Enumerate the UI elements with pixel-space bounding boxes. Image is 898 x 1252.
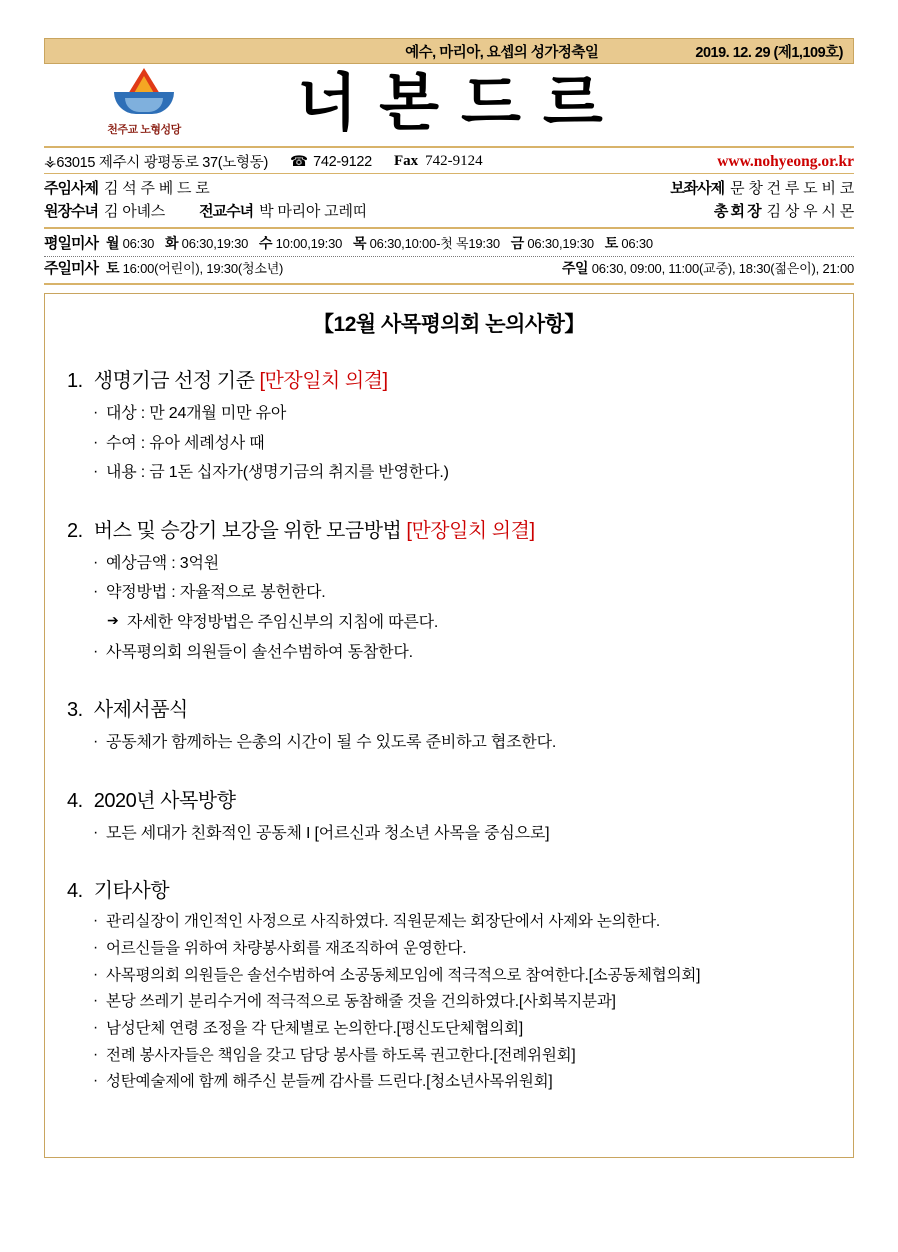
agenda-number: 2.: [67, 519, 83, 542]
banner-left-spacer: [45, 39, 401, 63]
agenda-decision-tag: [만장일치 의결]: [259, 370, 388, 392]
mass-time: 06:30,10:00-첫 목19:30: [369, 236, 500, 251]
agenda-decision-tag: [만장일치 의결]: [406, 519, 535, 542]
contact-line: [44, 148, 854, 174]
agenda-heading: [63, 784, 835, 813]
feast-title: 예수, 마리아, 요셉의 성가정축일: [405, 44, 599, 61]
agenda-heading: [63, 364, 835, 393]
weekday-mass-times: [106, 233, 653, 253]
list-item: · 내용 : 금 1돈 십자가(생명기금의 취지를 반영한다.): [93, 458, 835, 488]
mass-day: 화: [165, 235, 179, 251]
parish-logo: [84, 68, 204, 137]
pastor-name: 김 석 주 베 드 로: [103, 180, 210, 197]
catechist-sister-name: 박 마리아 고레띠: [259, 203, 368, 220]
mass-time: 06:30: [621, 236, 653, 251]
list-item: · 성탄예술제에 함께 해주신 분들께 감사를 드린다.[청소년사목위원회]: [93, 1069, 835, 1096]
agenda-heading: [63, 874, 835, 903]
staff-block: [44, 174, 854, 229]
agenda-item-2: [63, 514, 835, 667]
staff-row: [44, 200, 854, 223]
list-item: · 어르신들을 위하여 차량봉사회를 재조직하여 운영한다.: [93, 936, 835, 963]
list-item: · 약정방법 : 자율적으로 봉헌한다.: [93, 578, 835, 608]
agenda-title: 생명기금 선정 기준: [93, 370, 255, 392]
list-item: · 본당 쓰레기 분리수거에 적극적으로 동참해줄 것을 건의하였다.[사회복지분과]: [93, 989, 835, 1016]
agenda-heading: [63, 693, 835, 722]
page-title: 너본드르: [297, 66, 625, 139]
list-item: · 관리실장이 개인적인 사정으로 사직하였다. 직원문제는 회장단에서 사제와 논의한다.: [93, 909, 835, 936]
mass-time: 06:30,19:30: [527, 236, 594, 251]
mass-time: 06:30,19:30: [181, 236, 249, 251]
list-item: · 수여 : 유아 세례성사 때: [93, 429, 835, 459]
list-item: · 모든 세대가 친화적인 공동체 I [어르신과 청소년 사목을 중심으로]: [93, 819, 835, 849]
mass-day: 목: [352, 235, 367, 251]
catechist-sister-label: 전교수녀: [199, 203, 254, 220]
mass-day: 수: [259, 235, 273, 251]
superior-sister-name: 김 아녜스: [103, 203, 166, 220]
telephone-icon: ☎: [290, 153, 309, 170]
mass-day: 주일: [562, 260, 589, 276]
list-item: · 공동체가 함께하는 은총의 시간이 될 수 있도록 준비하고 협조한다.: [93, 728, 835, 758]
list-item: · 남성단체 연령 조정을 각 단체별로 논의한다.[평신도단체협의회]: [93, 1016, 835, 1043]
list-item: · 대상 : 만 24개월 미만 유아: [93, 399, 835, 429]
mass-day: 월: [105, 235, 119, 251]
agenda-title: 사제서품식: [93, 699, 188, 722]
staff-row: [44, 177, 854, 200]
agenda-bullets: [63, 819, 835, 849]
logo-caption: 천주교 노형성당: [107, 124, 181, 136]
mass-schedule: [44, 229, 854, 285]
mass-time: 06:30: [122, 236, 155, 251]
masthead: [44, 64, 854, 148]
chief-council-name: 김 상 우 시 몬: [766, 203, 854, 220]
mass-time: 10:00,19:30: [275, 236, 343, 251]
chief-council-label: 총 회 장: [713, 203, 761, 220]
parish-website[interactable]: www.nohyeong.or.kr: [717, 152, 854, 170]
agenda-bullets: [63, 399, 835, 488]
sub-note: ➔ 자세한 약정방법은 주임신부의 지침에 따른다.: [93, 608, 835, 638]
agenda-heading: [63, 514, 835, 543]
agenda-title: 2020년 사목방향: [93, 789, 236, 812]
agenda-bullets: [63, 549, 835, 667]
agenda-number: 4.: [67, 880, 83, 903]
list-item: · 사목평의회 의원들이 솔선수범하여 동참한다.: [93, 638, 835, 668]
mass-day: 토: [105, 260, 119, 276]
flame-bowl-icon: [111, 68, 177, 120]
agenda-number: 1.: [67, 370, 83, 392]
agenda-bullets: [63, 909, 835, 1096]
list-item: · 예상금액 : 3억원: [93, 549, 835, 579]
agenda-title: 버스 및 승강기 보강을 위한 모금방법: [93, 519, 402, 542]
mass-time: 16:00(어린이), 19:30(청소년): [122, 261, 284, 276]
issue-info: 2019. 12. 29 (제1,109호): [695, 44, 843, 61]
agenda-number: 3.: [67, 699, 83, 722]
assistant-pastor-label: 보좌사제: [670, 180, 725, 197]
sunday-mass-row: [44, 257, 854, 281]
top-banner: [44, 38, 854, 64]
sunday-mass-label: 주일미사: [44, 260, 98, 277]
assistant-pastor-name: 문 창 건 루 도 비 코: [730, 180, 854, 197]
agenda-bullets: [63, 728, 835, 758]
fax-label: Fax: [393, 153, 419, 169]
weekday-mass-row: [44, 232, 854, 256]
agenda-item-5: [63, 874, 835, 1096]
parish-fax: 742-9124: [425, 153, 483, 169]
weekday-mass-label: 평일미사: [44, 235, 98, 252]
parish-address: 63015 제주시 광평동로 37(노형동): [56, 155, 268, 171]
sunday-mass-times: [562, 258, 854, 278]
list-item: · 전례 봉사자들은 책임을 갖고 담당 봉사를 하도록 권고한다.[전례위원회]: [93, 1043, 835, 1070]
superior-sister-label: 원장수녀: [44, 203, 98, 220]
saturday-mass-times: [106, 258, 283, 278]
section-title: 【12월 사목평의회 논의사항】: [313, 313, 585, 336]
mass-day: 금: [510, 235, 524, 251]
mass-day: 토: [604, 235, 618, 251]
divider: [44, 283, 854, 285]
agenda-item-3: [63, 693, 835, 758]
agenda-item-4: [63, 784, 835, 849]
pastor-label: 주임사제: [44, 180, 98, 197]
location-pin-icon: ⚶: [44, 153, 57, 170]
agenda-item-1: [63, 364, 835, 488]
list-item: · 사목평의회 의원들은 솔선수범하여 소공동체모임에 적극적으로 참여한다.[소공동체협의회]: [93, 963, 835, 990]
agenda-title: 기타사항: [93, 880, 170, 903]
mass-time: 06:30, 09:00, 11:00(교중), 18:30(젊은이), 21:00: [591, 261, 854, 276]
council-minutes-box: [44, 293, 854, 1158]
agenda-number: 4.: [67, 789, 83, 812]
parish-phone: 742-9122: [313, 153, 372, 170]
